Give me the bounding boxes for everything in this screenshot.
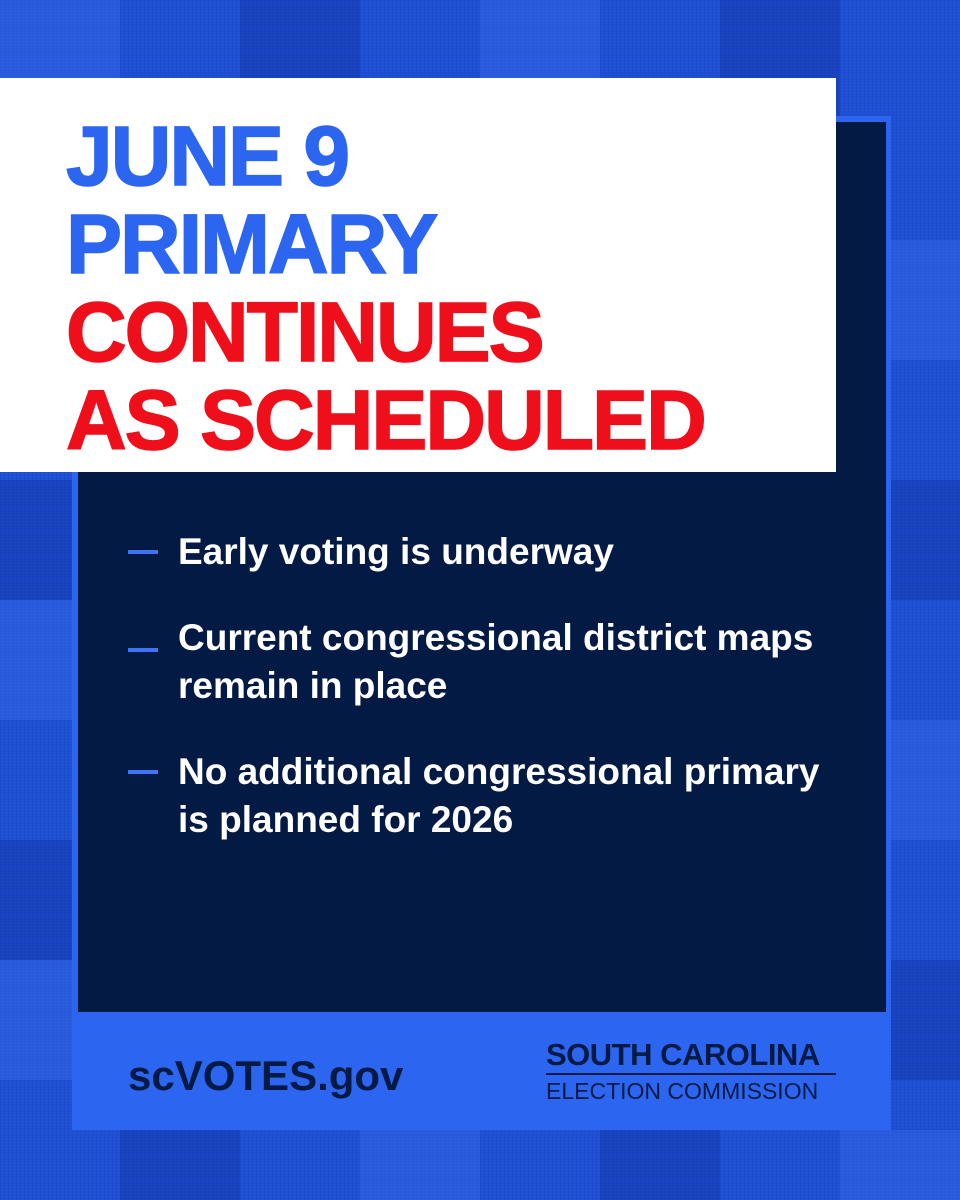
dash-icon bbox=[128, 648, 158, 652]
bg-tile bbox=[880, 720, 960, 840]
logo-state-name: SOUTH CAROLINA bbox=[546, 1037, 820, 1072]
election-commission-logo bbox=[546, 1038, 838, 1105]
bg-tile bbox=[880, 960, 960, 1080]
headline-line-scheduled: AS SCHEDULED bbox=[66, 373, 705, 467]
headline-line-primary: PRIMARY bbox=[66, 197, 437, 291]
logo-divider bbox=[546, 1073, 836, 1075]
headline bbox=[66, 109, 705, 467]
bullet-list bbox=[128, 528, 848, 882]
bg-tile bbox=[120, 1130, 240, 1200]
dash-icon bbox=[128, 770, 158, 774]
bg-tile bbox=[360, 1130, 480, 1200]
dash-icon bbox=[128, 550, 158, 554]
bullet-item bbox=[128, 528, 848, 576]
bullet-item bbox=[128, 748, 848, 844]
bg-tile bbox=[880, 480, 960, 600]
headline-line-continues: CONTINUES bbox=[66, 285, 543, 379]
bullet-item bbox=[128, 614, 848, 710]
bg-tile bbox=[600, 1130, 720, 1200]
bg-tile bbox=[840, 1130, 960, 1200]
bg-tile bbox=[880, 240, 960, 360]
headline-line-date: JUNE 9 bbox=[66, 109, 349, 203]
bullet-text: No additional congressional primary is planned for 2026 bbox=[178, 751, 820, 840]
bullet-text: Early voting is underway bbox=[178, 531, 614, 572]
logo-commission-name: ELECTION COMMISSION bbox=[546, 1078, 819, 1104]
website-url[interactable]: scVOTES.gov bbox=[128, 1052, 404, 1099]
bullet-text: Current congressional district maps remain in place bbox=[178, 617, 814, 706]
